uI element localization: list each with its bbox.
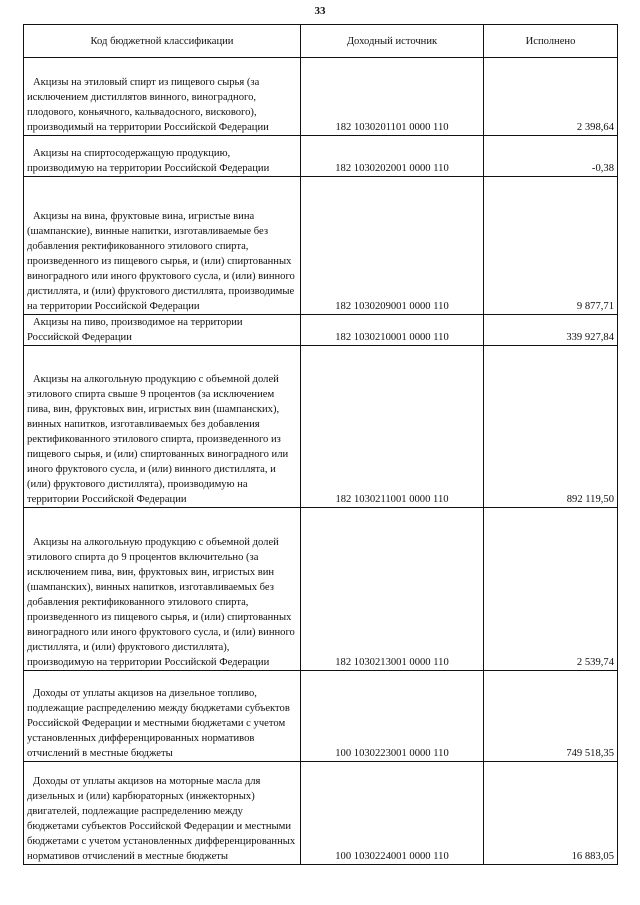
header-budget-code: Код бюджетной классификации <box>24 25 301 58</box>
header-income-source: Доходный источник <box>301 25 484 58</box>
page-number: 33 <box>314 5 326 17</box>
row-amount: 749 518,35 <box>484 671 618 762</box>
row-description: Акцизы на алкогольную продукцию с объемной долей этилового спирта свыше 9 процентов (за исключением пива, вин, фруктовых вин, игристых вин (шампанских), винных напитков, изготавливаемых без добавления ректификованного этилового спирта, произведенного из пищевого сырья, и (или) спиртованных виноградного или иного фруктового сусла, и (или) винного дистиллята, и (или) фруктового дистиллята), производимую на территории Российской Федерации <box>24 346 301 508</box>
row-income-code: 182 1030209001 0000 110 <box>301 177 484 315</box>
table-row <box>24 136 618 177</box>
row-income-code: 182 1030211001 0000 110 <box>301 346 484 508</box>
row-income-code: 182 1030202001 0000 110 <box>301 136 484 177</box>
row-amount: 16 883,05 <box>484 762 618 865</box>
row-income-code: 100 1030223001 0000 110 <box>301 671 484 762</box>
row-description: Акцизы на алкогольную продукцию с объемной долей этилового спирта до 9 процентов включительно (за исключением пива, вин, фруктовых вин, игристых вин (шампанских), винных напитков, изготавливаемых без добавления ректификованного этилового спирта, произведенного из пищевого сырья, и (или) спиртованных виноградного или иного фруктового сусла, и (или) винного дистиллята, и (или) фруктового дистиллята), производимую на территории Российской Федерации <box>24 508 301 671</box>
table-header-row <box>24 25 618 58</box>
row-description: Доходы от уплаты акцизов на дизельное топливо, подлежащие распределению между бюджетами субъектов Российской Федерации и местными бюджетами с учетом установленных дифференцированных нормативов отчислений в местные бюджеты <box>24 671 301 762</box>
table-row <box>24 58 618 136</box>
table-row <box>24 315 618 346</box>
row-amount: 339 927,84 <box>484 315 618 346</box>
row-income-code: 182 1030210001 0000 110 <box>301 315 484 346</box>
table-row <box>24 508 618 671</box>
row-amount: 2 398,64 <box>484 58 618 136</box>
row-income-code: 182 1030201101 0000 110 <box>301 58 484 136</box>
row-description: Акцизы на вина, фруктовые вина, игристые вина (шампанские), винные напитки, изготавливаемые без добавления ректификованного этилового спирта, произведенного из пищевого сырья, и (или) спиртованных виноградного или иного фруктового сусла, и (или) винного дистиллята, и (или) фруктового дистиллята, производимые на территории Российской Федерации <box>24 177 301 315</box>
table-row <box>24 346 618 508</box>
row-description: Акцизы на этиловый спирт из пищевого сырья (за исключением дистиллятов винного, виноградного, плодового, коньячного, кальвадосного, вискового), производимый на территории Российской Федерации <box>24 58 301 136</box>
table-row <box>24 762 618 865</box>
table-row <box>24 177 618 315</box>
row-amount: 892 119,50 <box>484 346 618 508</box>
row-amount: 9 877,71 <box>484 177 618 315</box>
row-amount: -0,38 <box>484 136 618 177</box>
row-amount: 2 539,74 <box>484 508 618 671</box>
row-description: Акцизы на пиво, производимое на территории Российской Федерации <box>24 315 301 346</box>
row-description: Доходы от уплаты акцизов на моторные масла для дизельных и (или) карбюраторных (инжекторных) двигателей, подлежащие распределению между бюджетами субъектов Российской Федерации и местными бюджетами с учетом установленных дифференцированных нормативов отчислений в местные бюджеты <box>24 762 301 865</box>
row-description: Акцизы на спиртосодержащую продукцию, производимую на территории Российской Федерации <box>24 136 301 177</box>
budget-table <box>23 24 618 865</box>
row-income-code: 100 1030224001 0000 110 <box>301 762 484 865</box>
header-executed: Исполнено <box>484 25 618 58</box>
table-row <box>24 671 618 762</box>
row-income-code: 182 1030213001 0000 110 <box>301 508 484 671</box>
